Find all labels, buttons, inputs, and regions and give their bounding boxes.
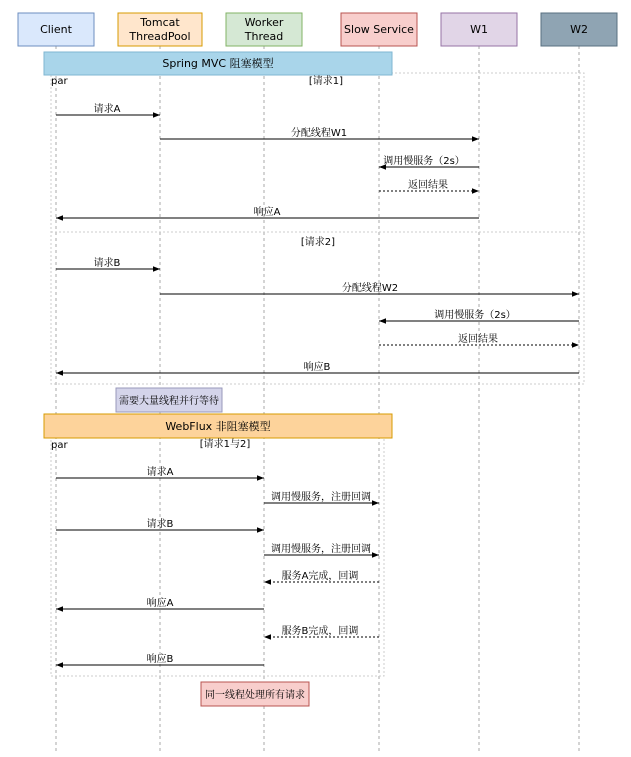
webflux-par-req-label: [请求1与2] <box>199 439 251 450</box>
spring-banner-label: Spring MVC 阻塞模型 <box>162 57 274 70</box>
msg-label-f7: 服务B完成，回调 <box>281 626 359 637</box>
msg-label-m6: 请求B <box>93 258 121 269</box>
msg-label-f5: 服务A完成，回调 <box>281 571 359 582</box>
spring-par-frame <box>51 73 584 384</box>
webflux-par-frame <box>51 436 384 676</box>
participant-slow-service[interactable] <box>341 13 417 46</box>
msg-label-m1: 请求A <box>93 104 121 115</box>
note-webflux <box>201 682 309 706</box>
participant-worker-label-line2: Thread <box>244 30 284 43</box>
participant-worker[interactable] <box>226 13 302 46</box>
participant-client[interactable] <box>18 13 94 46</box>
msg-label-m9: 返回结果 <box>458 334 498 345</box>
note-webflux-label: 同一线程处理所有请求 <box>205 690 305 701</box>
participant-w1-label: W1 <box>470 23 488 36</box>
participant-w2[interactable] <box>541 13 617 46</box>
spring-par-label: par <box>51 76 68 87</box>
webflux-par-label: par <box>51 440 68 451</box>
msg-label-m7: 分配线程W2 <box>341 283 399 294</box>
participant-tomcat-label-line1: Tomcat <box>140 16 180 29</box>
msg-label-m5: 响应A <box>253 207 281 218</box>
participant-client-label: Client <box>40 23 72 36</box>
msg-label-m8: 调用慢服务（2s） <box>434 310 516 321</box>
msg-label-m4: 返回结果 <box>408 180 448 191</box>
msg-label-f2: 调用慢服务，注册回调 <box>271 492 371 503</box>
participant-slow-label: Slow Service <box>344 23 414 36</box>
participants <box>18 13 617 46</box>
msg-label-f8: 响应B <box>146 654 174 665</box>
msg-label-m10: 响应B <box>303 362 331 373</box>
msg-label-f4: 调用慢服务，注册回调 <box>271 544 371 555</box>
participant-w2-label: W2 <box>570 23 588 36</box>
msg-label-f3: 请求B <box>146 519 174 530</box>
note-spring-label: 需要大量线程并行等待 <box>119 396 219 407</box>
webflux-banner-label: WebFlux 非阻塞模型 <box>165 420 271 433</box>
msg-label-m3: 调用慢服务（2s） <box>383 156 465 167</box>
spring-par-req2: [请求2] <box>300 237 336 248</box>
spring-section <box>44 52 584 384</box>
participant-w1[interactable] <box>441 13 517 46</box>
note-spring <box>116 388 222 412</box>
msg-label-f6: 响应A <box>146 598 174 609</box>
msg-label-m2: 分配线程W1 <box>290 128 348 139</box>
msg-label-f1: 请求A <box>146 467 174 478</box>
spring-par-req1: [请求1] <box>308 76 344 87</box>
participant-tomcat-label-line2: ThreadPool <box>129 30 191 43</box>
participant-worker-label-line1: Worker <box>244 16 284 29</box>
participant-tomcat[interactable] <box>118 13 202 46</box>
webflux-section <box>44 414 392 676</box>
